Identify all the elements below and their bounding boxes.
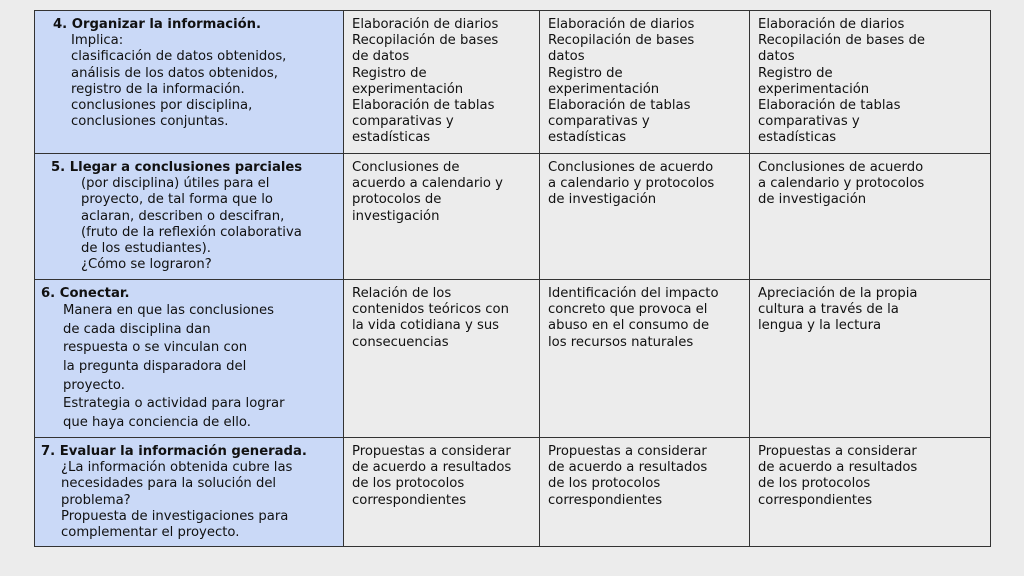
activity-cell-organizar-3 <box>750 11 991 154</box>
stage-description-line: respuesta o se vinculan con <box>63 340 248 356</box>
stage-title: 4. Organizar la información. <box>53 17 262 32</box>
stage-description-line: Estrategia o actividad para lograr <box>63 396 285 412</box>
activity-cell-conectar-1 <box>344 280 540 438</box>
activity-line: correspondientes <box>758 492 873 508</box>
activity-line: la vida cotidiana y sus <box>352 318 500 334</box>
activity-cell-organizar-1 <box>344 11 540 154</box>
table-row-organizar <box>35 11 991 154</box>
activity-line: Elaboración de tablas <box>548 98 691 114</box>
activity-line: Conclusiones de <box>352 160 460 175</box>
stage-description-line: de los estudiantes). <box>81 241 211 257</box>
activity-line: de investigación <box>758 192 867 208</box>
activity-line: Recopilación de bases de <box>758 33 925 49</box>
stage-description-line: (fruto de la reflexión colaborativa <box>81 224 302 240</box>
activity-line: correspondientes <box>352 492 467 508</box>
activity-line: comparativas y <box>758 114 860 130</box>
activity-line: comparativas y <box>548 114 650 130</box>
activity-line: cultura a través de la <box>758 302 899 318</box>
stage-description-line: análisis de los datos obtenidos, <box>71 65 278 81</box>
activity-line: de investigación <box>548 192 657 208</box>
activity-line: de acuerdo a resultados <box>758 460 918 476</box>
activity-line: correspondientes <box>548 492 663 508</box>
activity-line: datos <box>758 49 795 65</box>
table-row-conclusiones <box>35 154 991 280</box>
stage-description-line: ¿Cómo se lograron? <box>81 257 212 273</box>
stage-cell-evaluar <box>35 438 344 547</box>
stage-cell-organizar <box>35 11 344 154</box>
activity-cell-conectar-2 <box>540 280 750 438</box>
activity-line: estadísticas <box>548 130 627 146</box>
stage-description-line: ¿La información obtenida cubre las <box>61 460 293 476</box>
activity-cell-conectar-3 <box>750 280 991 438</box>
stage-description-line: proyecto. <box>63 377 125 393</box>
stage-description-line: (por disciplina) útiles para el <box>81 176 270 192</box>
activity-line: Elaboración de diarios <box>758 17 905 32</box>
stage-description-line: de cada disciplina dan <box>63 321 211 337</box>
stage-description-line: Manera en que las conclusiones <box>63 303 275 319</box>
project-stages-table <box>34 10 991 547</box>
stage-description-line: complementar el proyecto. <box>61 525 240 541</box>
stage-title: 5. Llegar a conclusiones parciales <box>51 160 303 175</box>
table-body <box>35 11 991 547</box>
stage-description-line: proyecto, de tal forma que lo <box>81 192 273 208</box>
activity-cell-evaluar-2 <box>540 438 750 547</box>
activity-line: abuso en el consumo de <box>548 318 710 334</box>
activity-cell-organizar-2 <box>540 11 750 154</box>
activity-line: Registro de <box>548 65 623 81</box>
activity-line: Elaboración de diarios <box>548 17 695 32</box>
activity-line: estadísticas <box>352 130 431 146</box>
activity-line: comparativas y <box>352 114 454 130</box>
stage-description-line: registro de la información. <box>71 81 245 97</box>
activity-line: Recopilación de bases <box>352 33 499 49</box>
stage-description-line: la pregunta disparadora del <box>63 358 247 374</box>
stage-description-line: clasificación de datos obtenidos, <box>71 49 287 65</box>
activity-line: de los protocolos <box>758 476 871 492</box>
stage-description-line: Implica: <box>71 33 124 49</box>
activity-cell-conclusiones-3 <box>750 154 991 280</box>
activity-line: Propuestas a considerar <box>758 444 917 459</box>
stage-description-line: problema? <box>61 492 131 508</box>
activity-line: Conclusiones de acuerdo <box>548 160 714 175</box>
stage-title: 7. Evaluar la información generada. <box>41 444 307 459</box>
activity-line: investigación <box>352 208 440 224</box>
stage-cell-conectar <box>35 280 344 438</box>
stage-description-line: conclusiones por disciplina, <box>71 98 253 114</box>
activity-cell-evaluar-1 <box>344 438 540 547</box>
stage-description-line: conclusiones conjuntas. <box>71 114 229 130</box>
stage-description-line: aclaran, describen o descifran, <box>81 208 285 224</box>
activity-line: experimentación <box>758 81 870 97</box>
activity-line: Registro de <box>758 65 833 81</box>
table-row-conectar <box>35 280 991 438</box>
activity-line: de acuerdo a resultados <box>548 460 708 476</box>
activity-line: Elaboración de diarios <box>352 17 499 32</box>
activity-cell-evaluar-3 <box>750 438 991 547</box>
table-row-evaluar <box>35 438 991 547</box>
activity-line: Apreciación de la propia <box>758 286 918 301</box>
stage-cell-conclusiones <box>35 154 344 280</box>
activity-line: a calendario y protocolos <box>548 176 715 192</box>
activity-line: Elaboración de tablas <box>758 98 901 114</box>
activity-line: acuerdo a calendario y <box>352 176 503 192</box>
activity-line: Conclusiones de acuerdo <box>758 160 924 175</box>
activity-line: consecuencias <box>352 334 449 350</box>
activity-line: Recopilación de bases <box>548 33 695 49</box>
stage-description-line: que haya conciencia de ello. <box>63 414 251 430</box>
activity-line: Registro de <box>352 65 427 81</box>
activity-line: los recursos naturales <box>548 334 694 350</box>
activity-line: experimentación <box>548 81 660 97</box>
activity-line: estadísticas <box>758 130 837 146</box>
activity-line: de los protocolos <box>548 476 661 492</box>
activity-line: experimentación <box>352 81 464 97</box>
activity-line: Relación de los <box>352 286 452 301</box>
activity-line: concreto que provoca el <box>548 302 708 318</box>
activity-line: a calendario y protocolos <box>758 176 925 192</box>
activity-line: protocolos de <box>352 192 442 208</box>
activity-line: Elaboración de tablas <box>352 98 495 114</box>
activity-line: de acuerdo a resultados <box>352 460 512 476</box>
stage-title: 6. Conectar. <box>41 286 130 301</box>
activity-line: Propuestas a considerar <box>352 444 511 459</box>
stage-description-line: Propuesta de investigaciones para <box>61 508 289 524</box>
activity-cell-conclusiones-1 <box>344 154 540 280</box>
activity-line: lengua y la lectura <box>758 318 882 334</box>
stage-description-line: necesidades para la solución del <box>61 476 277 492</box>
activity-line: Propuestas a considerar <box>548 444 707 459</box>
activity-line: Identificación del impacto <box>548 286 719 301</box>
activity-cell-conclusiones-2 <box>540 154 750 280</box>
activity-line: de los protocolos <box>352 476 465 492</box>
activity-line: de datos <box>352 49 410 65</box>
activity-line: contenidos teóricos con <box>352 302 509 318</box>
activity-line: datos <box>548 49 585 65</box>
